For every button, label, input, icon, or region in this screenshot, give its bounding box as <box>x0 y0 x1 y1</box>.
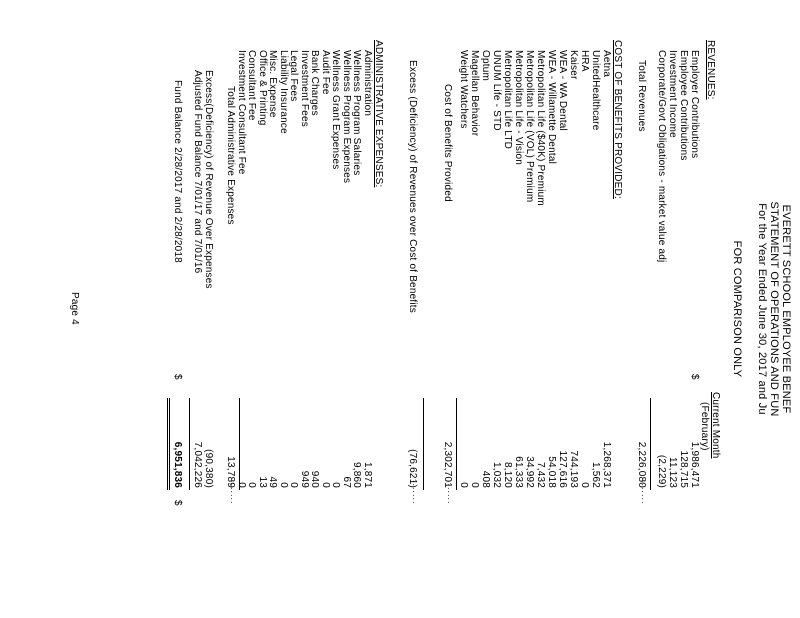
row-value: 67 <box>341 476 352 488</box>
total-admin-label: Total Administrative Expenses <box>225 86 236 225</box>
row-value: 744,193 <box>568 450 579 488</box>
report-title-org: EVERETT SCHOOL EMPLOYEE BENEF <box>780 204 792 414</box>
row-label: Metropolitan Life - Vision <box>513 50 524 166</box>
row-label: Bank Charges <box>309 50 321 116</box>
row-value: 13 <box>257 476 268 488</box>
row-label: Employer Contributions <box>689 50 700 159</box>
revenues-heading: REVENUES: <box>705 40 716 100</box>
total-admin-value: 13,789 <box>225 456 236 488</box>
column-subtitle: (February) <box>699 402 710 451</box>
admin-subtotal-rule <box>239 398 240 490</box>
cost-of-benefits-value: 2,302,701 <box>442 441 453 488</box>
row-value: 0 <box>246 482 258 488</box>
revenue-subtotal-rule <box>650 398 651 490</box>
row-label: Liability Insurance <box>278 50 289 134</box>
row-label: Office & Printing <box>257 50 268 126</box>
row-label: Weight Watchers <box>458 50 469 129</box>
row-value: 0 <box>458 482 469 488</box>
row-label: Administration <box>362 50 373 117</box>
row-value: 127,616 <box>557 450 568 488</box>
row-value: 1,986,471 <box>689 441 700 488</box>
row-label: Misc. Expense <box>267 50 279 118</box>
row-label: Wellness Program Salaries <box>351 50 363 176</box>
row-label: Metropolitan Life LTD <box>502 50 513 150</box>
double-rule-bottom <box>167 398 168 490</box>
leader-dots: ....... <box>640 480 650 505</box>
row-label: Corporate/Govt Obligations - market value adj <box>656 50 667 263</box>
fund-balance-dollar-2: $ <box>172 500 183 506</box>
row-value: 0 <box>330 482 342 488</box>
row-value: 940 <box>309 470 321 488</box>
row-value: 1,032 <box>491 461 502 488</box>
row-value: 0 <box>278 482 289 488</box>
fund-balance-rule <box>189 398 190 490</box>
row-value: 34,992 <box>524 456 535 488</box>
benefits-heading: COST OF BENEFITS PROVIDED: <box>612 40 623 199</box>
row-value: 0 <box>288 482 300 488</box>
row-label: UNUM Life - STD <box>491 50 502 131</box>
fund-balance-value: 6,951,836 <box>172 441 183 488</box>
row-value: (2,229) <box>656 454 667 488</box>
row-value: 9,860 <box>351 461 363 488</box>
excess-value: (76,621) <box>407 449 418 488</box>
total-revenues-value: 2,226,080 <box>636 441 647 488</box>
row-label: HRA <box>579 50 590 72</box>
row-value: 1,871 <box>362 461 373 488</box>
row-value: 0 <box>320 482 331 488</box>
excess-over-expenses-value: (90,380) <box>203 449 214 488</box>
row-label: Optum <box>480 50 491 82</box>
row-value: 0 <box>469 482 480 488</box>
excess-rule <box>423 398 424 490</box>
fund-balance-label: Fund Balance 2/28/2017 and 2/28/2018 <box>172 80 183 263</box>
row-label: Wellness Grant Expenses <box>330 50 342 170</box>
adjusted-fund-balance-label: Adjusted Fund Balance 7/01/17 and 7/01/16 <box>192 70 203 274</box>
leader-dots: ....... <box>446 480 456 505</box>
row-label: WEA - WA Dental <box>557 50 568 131</box>
row-value: 128,715 <box>678 450 689 488</box>
row-value: 1,268,371 <box>601 441 612 488</box>
comparison-label: FOR COMPARISON ONLY <box>731 240 743 378</box>
adjusted-fund-balance-value: 7,042,226 <box>192 441 203 488</box>
row-label: Metropolitan Life ($40K) Premium <box>535 50 546 206</box>
row-label: Kaiser <box>568 50 579 80</box>
row-label: WEA - Willamette Dental <box>546 50 557 165</box>
admin-heading: ADMINISTRATIVE EXPENSES: <box>373 40 384 188</box>
row-value: 0 <box>236 482 247 488</box>
row-value: 8,120 <box>502 461 513 488</box>
excess-label: Excess (Deficiency) of Revenues over Cost of Benefits <box>407 60 418 313</box>
cost-of-benefits-label: Cost of Benefits Provided <box>442 84 453 202</box>
row-label: UnitedHealthcare <box>590 50 601 131</box>
report-title-statement: STATEMENT OF OPERATIONS AND FUN <box>768 201 780 417</box>
row-value: 7,432 <box>535 461 546 488</box>
row-value: 1,562 <box>590 461 601 488</box>
row-label: Investment Fees <box>299 50 310 127</box>
fund-balance-dollar: $ <box>172 374 183 380</box>
report-title-period: For the Year Ended June 30, 2017 and Ju <box>756 203 768 415</box>
row-label: Investment Income <box>667 50 678 138</box>
excess-over-expenses-label: Excess(Deficiency) of Revenue Over Expenses <box>203 70 214 289</box>
row-label: Wellness Program Expenses <box>341 50 352 184</box>
row-value: 54,018 <box>546 456 557 488</box>
row-value: 408 <box>480 470 491 488</box>
row-label: Metropolitan Life (VOL) Premium <box>524 50 535 203</box>
row-label: Aetna <box>601 50 612 78</box>
row-dollar: $ <box>689 374 700 380</box>
column-title: Current Month <box>710 392 721 459</box>
row-label: Investment Consultant Fee <box>236 50 247 175</box>
leader-dots: ....... <box>229 480 239 505</box>
row-label: Consultant Fee <box>246 50 258 121</box>
page-number: Page 4 <box>69 292 80 325</box>
row-label: Magellan Behavior <box>469 50 480 137</box>
double-rule-top <box>169 398 170 490</box>
leader-dots: ....... <box>411 480 421 505</box>
row-value: 11,123 <box>667 456 678 488</box>
benefits-subtotal-rule <box>456 398 457 490</box>
row-label: Legal Fees <box>288 50 300 102</box>
row-value: 49 <box>267 476 279 488</box>
row-label: Audit Fee <box>320 50 331 95</box>
row-value: 949 <box>299 470 310 488</box>
row-value: 61,333 <box>513 456 524 488</box>
row-value: 0 <box>579 482 590 488</box>
row-label: Employee Contributions <box>678 50 689 161</box>
total-revenues-label: Total Revenues <box>636 60 647 132</box>
